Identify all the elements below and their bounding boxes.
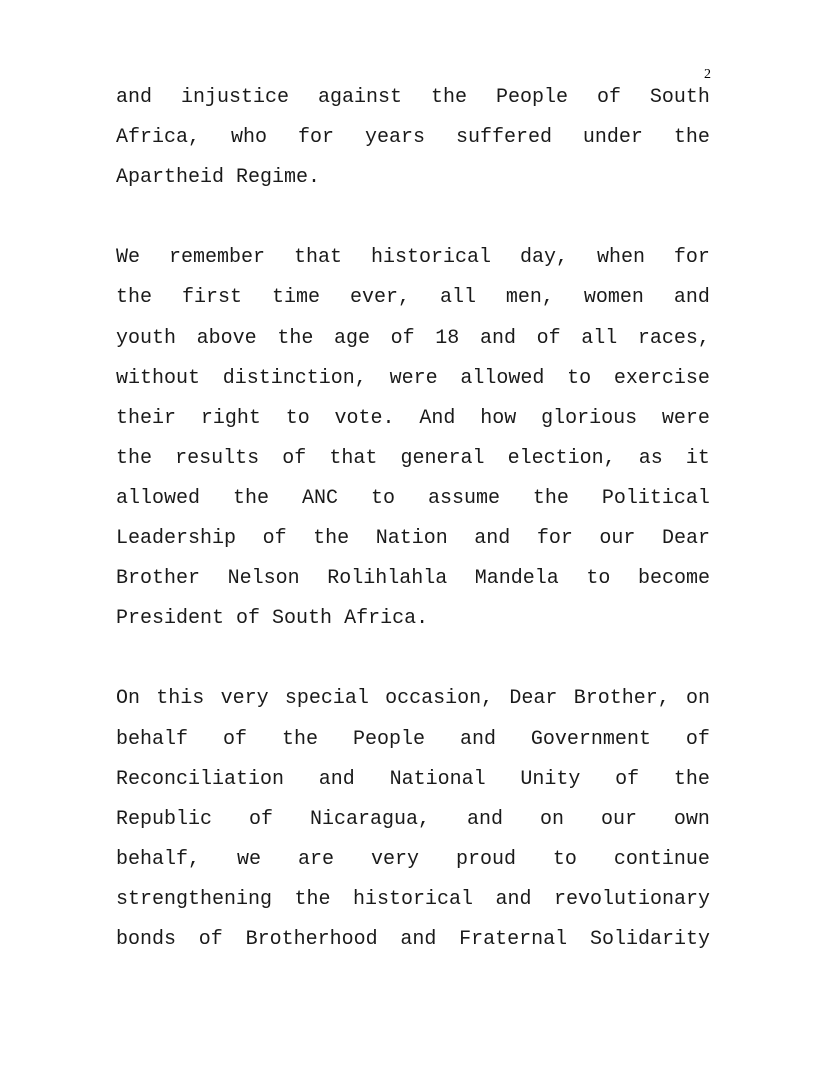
text-line: without distinction, were allowed to exercise — [116, 366, 710, 390]
text-line: allowed the ANC to assume the Political — [116, 486, 710, 510]
text-line: Reconciliation and National Unity of the — [116, 767, 710, 791]
paragraph — [116, 78, 710, 198]
text-line: We remember that historical day, when for — [116, 246, 710, 270]
text-line: youth above the age of 18 and of all races, — [116, 326, 710, 350]
text-line: strengthening the historical and revolutionary — [116, 887, 710, 911]
text-line: Africa, who for years suffered under the — [116, 126, 710, 150]
text-line: Brother Nelson Rolihlahla Mandela to become — [116, 567, 710, 591]
page-number: 2 — [704, 67, 711, 82]
text-line: the first time ever, all men, women and — [116, 286, 710, 310]
paragraph — [116, 238, 710, 639]
text-line: their right to vote. And how glorious were — [116, 406, 710, 430]
text-line: Apartheid Regime. — [116, 166, 321, 190]
text-line: and injustice against the People of South — [116, 86, 710, 109]
document-body — [116, 78, 710, 1000]
text-line: Republic of Nicaragua, and on our own — [116, 807, 710, 831]
text-line: behalf of the People and Government of — [116, 727, 710, 751]
text-line: On this very special occasion, Dear Brother, on — [116, 687, 710, 711]
text-line: the results of that general election, as it — [116, 446, 710, 470]
text-line: President of South Africa. — [116, 607, 429, 631]
text-line: bonds of Brotherhood and Fraternal Solidarity — [116, 927, 710, 951]
text-line: Leadership of the Nation and for our Dear — [116, 527, 710, 551]
paragraph — [116, 679, 710, 960]
text-line: behalf, we are very proud to continue — [116, 847, 710, 871]
